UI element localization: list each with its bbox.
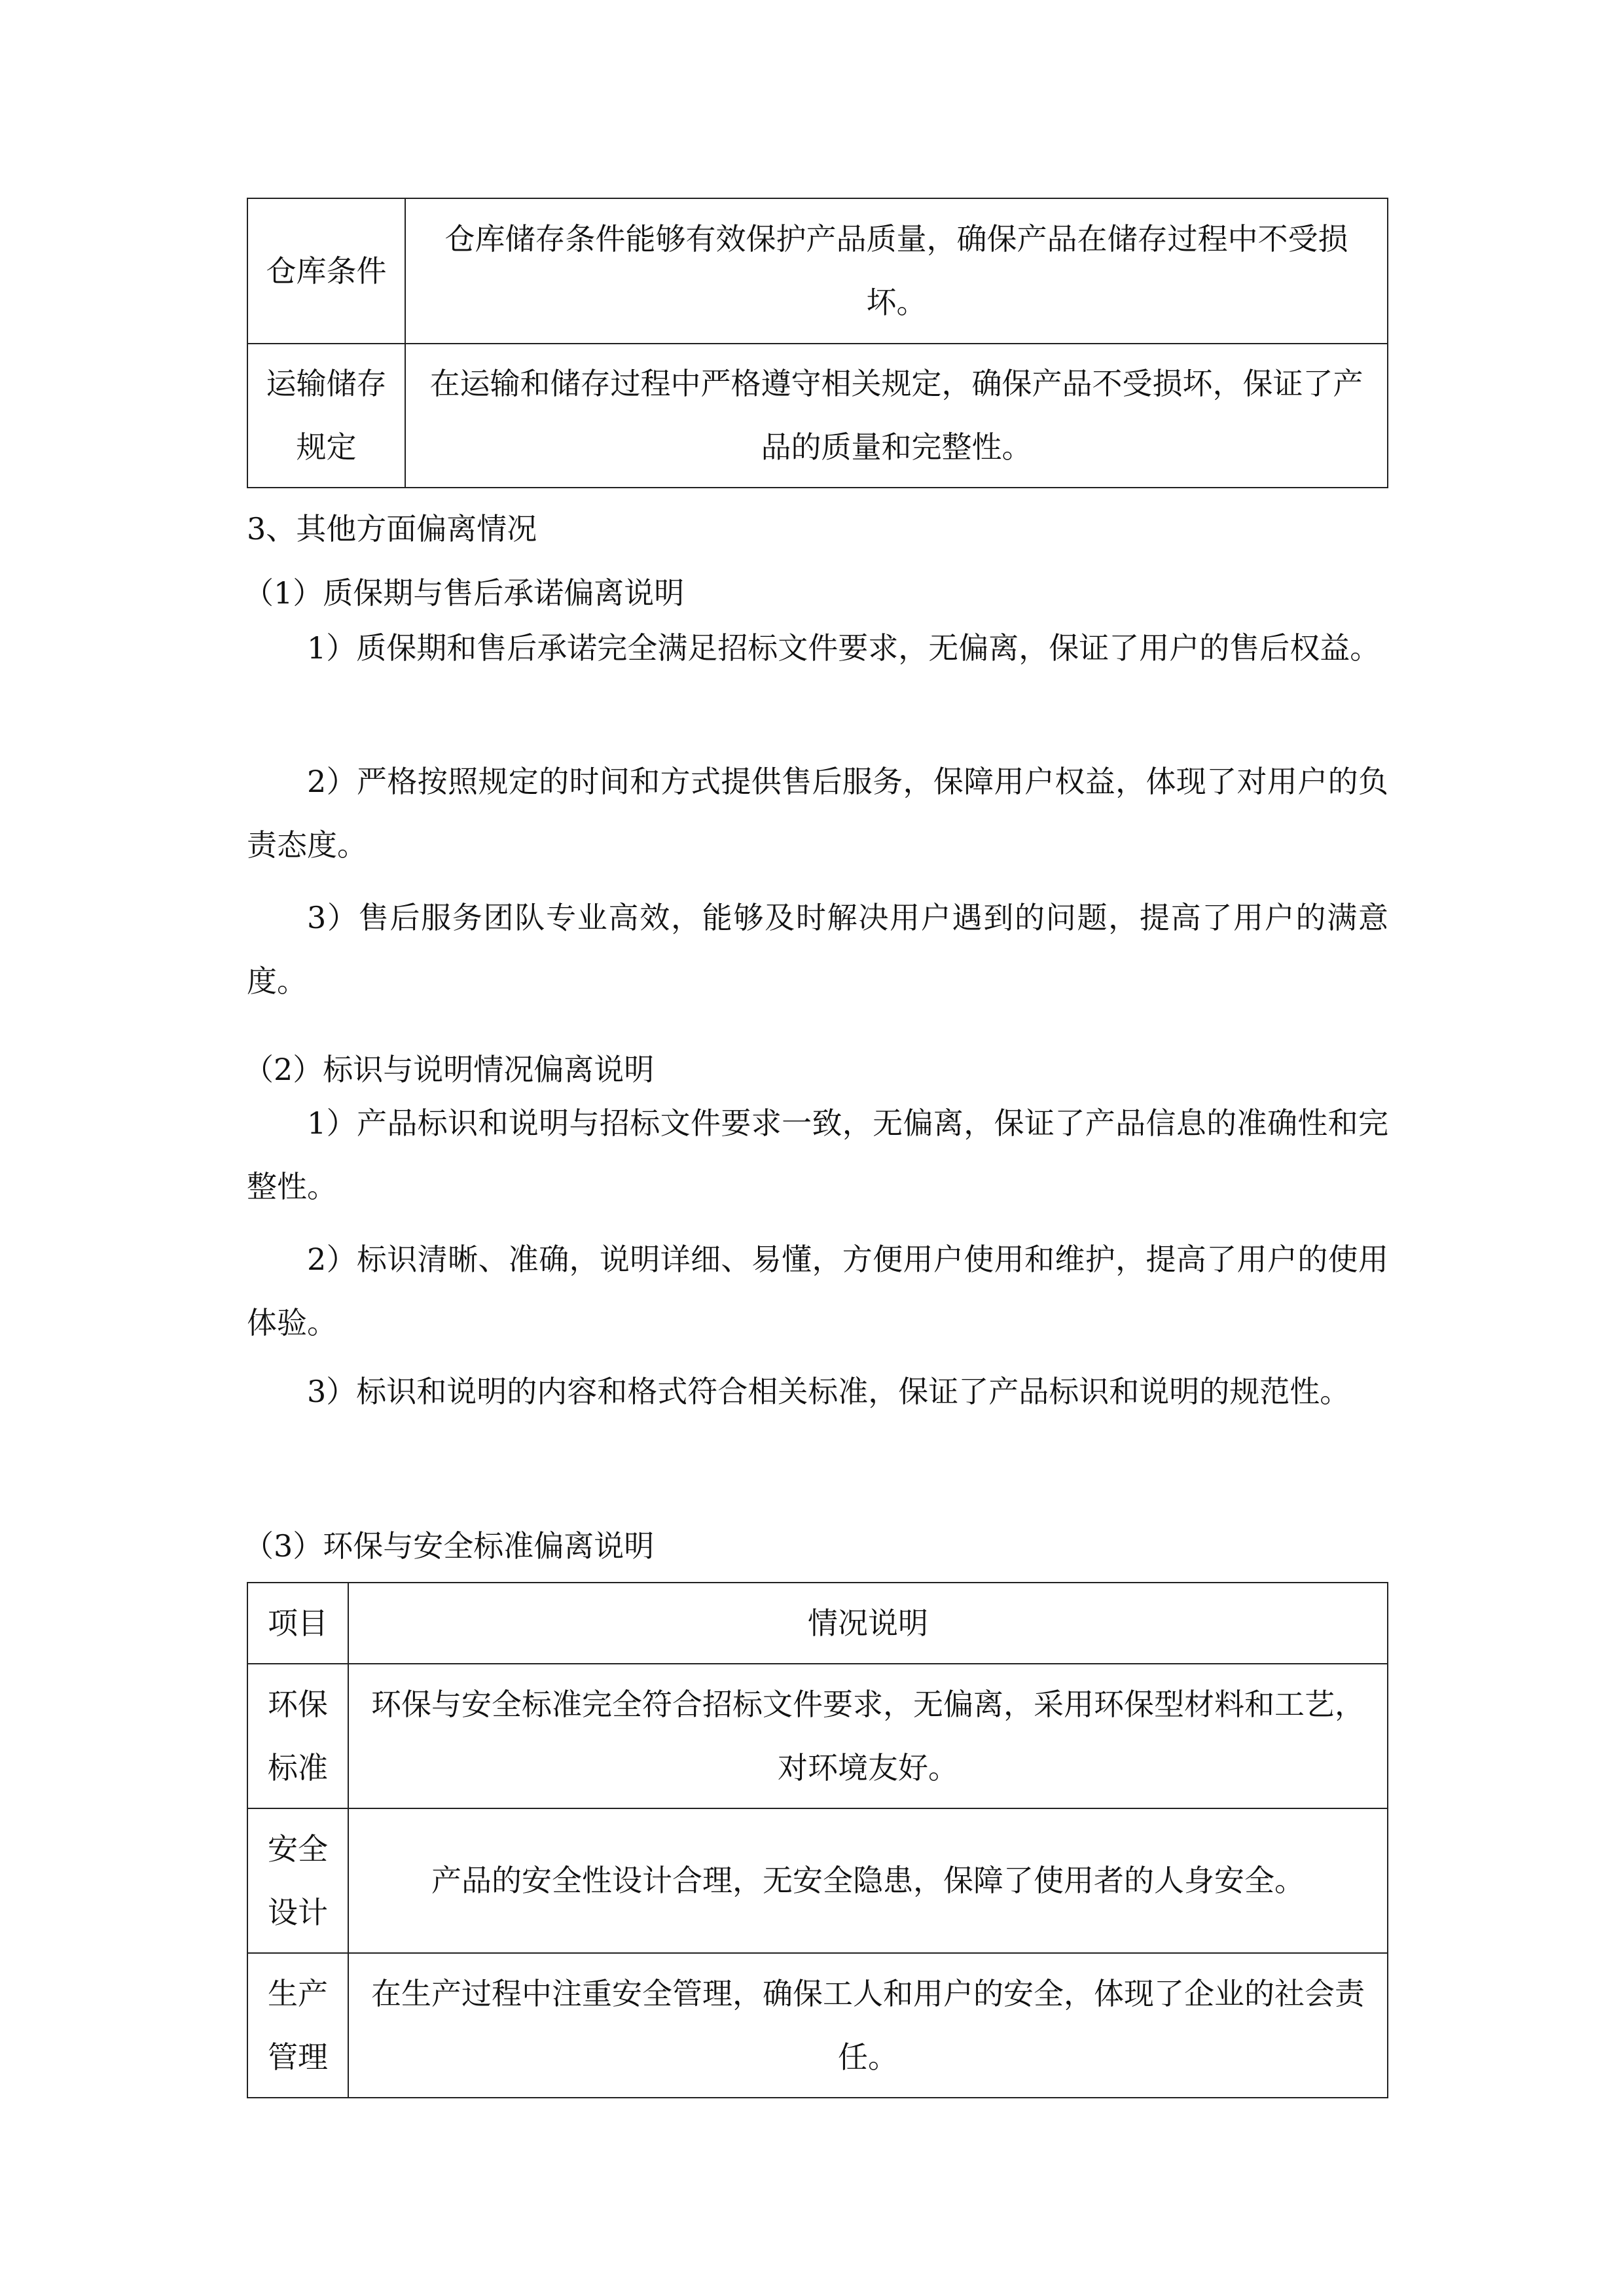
table-cell-content: 在生产过程中注重安全管理，确保工人和用户的安全，体现了企业的社会责任。	[348, 1953, 1388, 2098]
table-cell-content: 产品的安全性设计合理，无安全隐患，保障了使用者的人身安全。	[348, 1808, 1388, 1953]
table-cell-content: 在运输和储存过程中严格遵守相关规定，确保产品不受损坏，保证了产品的质量和完整性。	[405, 344, 1388, 488]
table-header-row	[247, 1583, 1388, 1664]
environment-safety-table	[247, 1582, 1388, 2098]
table-row	[247, 344, 1388, 488]
paragraph: 2）标识清晰、准确，说明详细、易懂，方便用户使用和维护，提高了用户的使用体验。	[247, 1242, 1388, 1340]
table-row	[247, 1664, 1388, 1808]
section-heading: 3、其他方面偏离情况	[247, 511, 537, 547]
subsection-title: （2）标识与说明情况偏离说明	[244, 1052, 655, 1087]
paragraph: 3）售后服务团队专业高效，能够及时解决用户遇到的问题，提高了用户的满意度。	[247, 900, 1388, 999]
table-row	[247, 1808, 1388, 1953]
paragraph: 1）质保期和售后承诺完全满足招标文件要求，无偏离，保证了用户的售后权益。	[307, 630, 1380, 666]
table-row	[247, 1953, 1388, 2098]
subsection-title: （3）环保与安全标准偏离说明	[244, 1528, 655, 1564]
table-cell-label: 仓库条件	[247, 198, 405, 344]
paragraph: 1）产品标识和说明与招标文件要求一致，无偏离，保证了产品信息的准确性和完整性。	[247, 1105, 1388, 1204]
table-cell-content: 环保与安全标准完全符合招标文件要求，无偏离，采用环保型材料和工艺，对环境友好。	[348, 1664, 1388, 1808]
table-header-item: 项目	[247, 1583, 348, 1664]
table-cell-label: 环保标准	[247, 1664, 348, 1808]
table-cell-content: 仓库储存条件能够有效保护产品质量，确保产品在储存过程中不受损坏。	[405, 198, 1388, 344]
paragraph: 3）标识和说明的内容和格式符合相关标准，保证了产品标识和说明的规范性。	[307, 1374, 1350, 1409]
paragraph: 2）严格按照规定的时间和方式提供售后服务，保障用户权益，体现了对用户的负责态度。	[247, 764, 1388, 863]
storage-table	[247, 198, 1388, 488]
subsection-title: （1）质保期与售后承诺偏离说明	[244, 575, 685, 611]
table-cell-label: 运输储存规定	[247, 344, 405, 488]
table-header-description: 情况说明	[348, 1583, 1388, 1664]
table-cell-label: 生产管理	[247, 1953, 348, 2098]
table-row	[247, 198, 1388, 344]
table-cell-label: 安全设计	[247, 1808, 348, 1953]
